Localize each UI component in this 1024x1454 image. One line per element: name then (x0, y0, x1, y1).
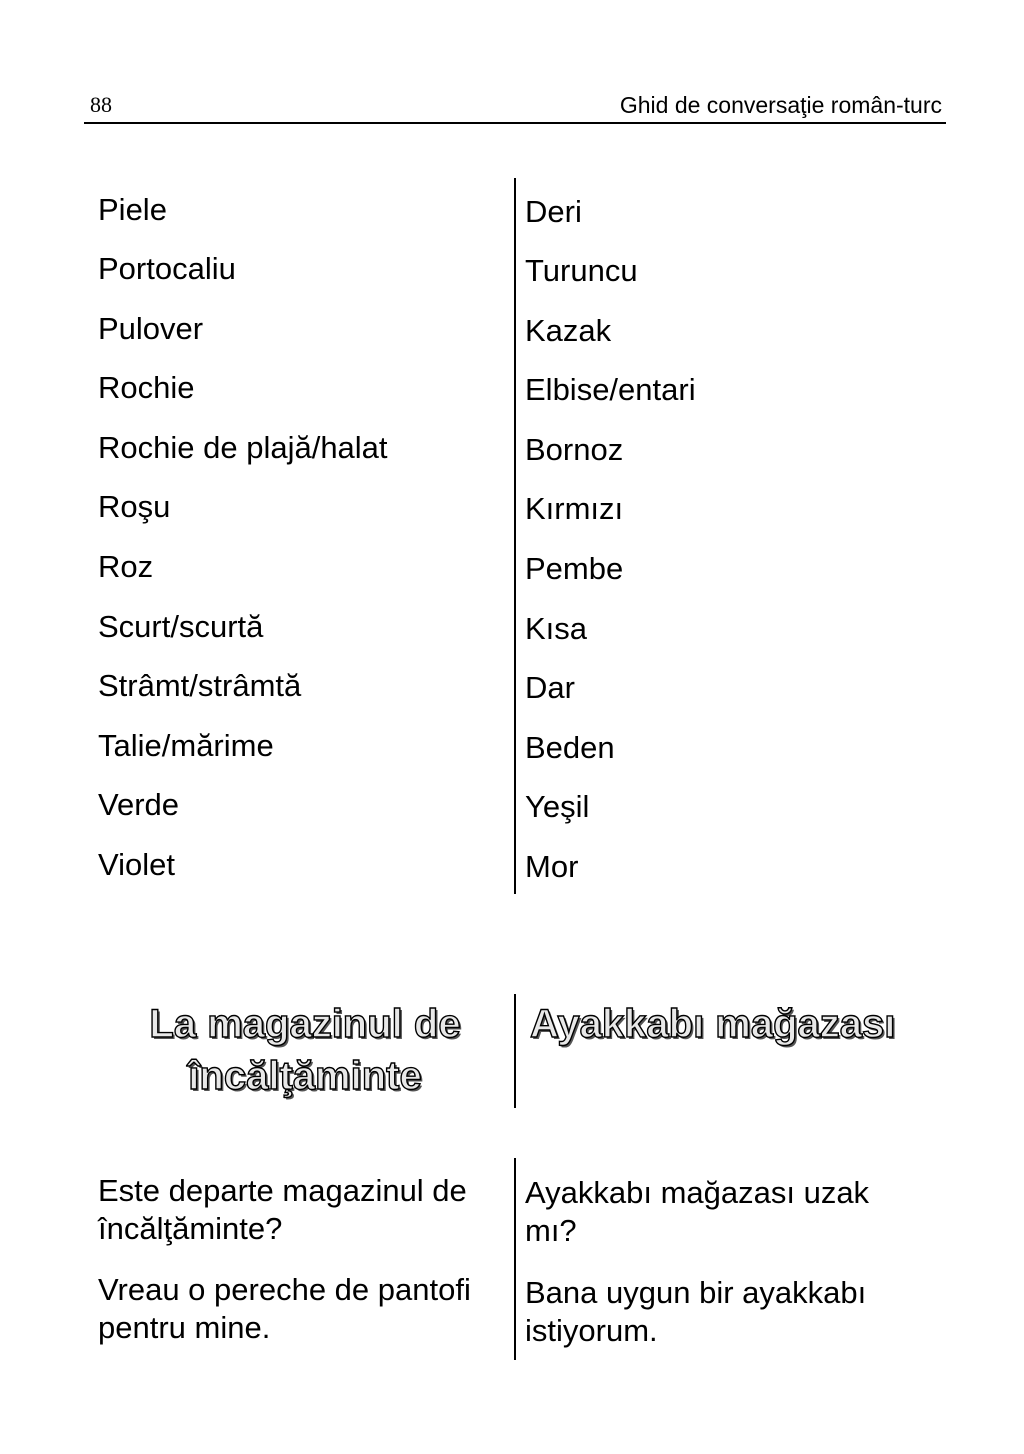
vocabulary-row (0, 192, 1024, 242)
phrase-line: Este departe magazinul de (98, 1173, 467, 1208)
phrase-line: pentru mine. (98, 1310, 271, 1345)
romanian-word: Violet (98, 847, 175, 882)
turkish-word: Kısa (525, 611, 588, 646)
romanian-word: Roz (98, 549, 154, 584)
page-header (84, 88, 946, 124)
vocabulary-row (0, 728, 1024, 778)
vocabulary-row (0, 847, 1024, 897)
turkish-word: Kırmızı (525, 491, 624, 526)
turkish-word: Kazak (525, 313, 612, 348)
phrase-turkish (525, 1274, 866, 1350)
turkish-word: Turuncu (525, 253, 638, 288)
vocabulary-row (0, 370, 1024, 420)
turkish-word: Bornoz (525, 432, 624, 467)
phrase-line: mı? (525, 1213, 577, 1248)
turkish-word: Deri (525, 194, 582, 229)
romanian-word: Roşu (98, 489, 171, 524)
heading-romanian-line: încălţăminte (188, 1054, 422, 1098)
phrase-turkish (525, 1174, 869, 1250)
phrase-line: încălţăminte? (98, 1211, 283, 1246)
romanian-word: Scurt/scurtă (98, 609, 264, 644)
turkish-word: Mor (525, 849, 579, 884)
vocabulary-row (0, 430, 1024, 480)
romanian-word: Rochie (98, 370, 195, 405)
turkish-word: Dar (525, 670, 575, 705)
phrase-romanian (98, 1172, 467, 1248)
vocabulary-row (0, 489, 1024, 539)
romanian-word: Strâmt/strâmtă (98, 668, 302, 703)
vocabulary-row (0, 609, 1024, 659)
running-title: Ghid de conversaţie român-turc (619, 92, 942, 118)
romanian-word: Piele (98, 192, 167, 227)
turkish-word: Yeşil (525, 789, 590, 824)
romanian-word: Pulover (98, 311, 204, 346)
romanian-word: Verde (98, 787, 180, 822)
romanian-word: Portocaliu (98, 251, 236, 286)
heading-romanian-line: La magazinul de (149, 1002, 461, 1046)
turkish-word: Beden (525, 730, 615, 765)
phrases-column-divider (514, 1158, 516, 1360)
section-heading-romanian (110, 998, 500, 1102)
section-heading-turkish: Ayakkabı mağazası (530, 1002, 896, 1046)
vocabulary-row (0, 787, 1024, 837)
vocabulary-row (0, 668, 1024, 718)
turkish-word: Elbise/entari (525, 372, 696, 407)
heading-column-divider (514, 994, 516, 1108)
romanian-word: Talie/mărime (98, 728, 274, 763)
romanian-word: Rochie de plajă/halat (98, 430, 388, 465)
phrase-line: Vreau o pereche de pantofi (98, 1272, 471, 1307)
page-number: 88 (90, 92, 112, 117)
turkish-word: Pembe (525, 551, 624, 586)
phrase-line: istiyorum. (525, 1313, 658, 1348)
phrase-romanian (98, 1271, 471, 1347)
vocabulary-row (0, 311, 1024, 361)
vocabulary-row (0, 549, 1024, 599)
phrase-line: Ayakkabı mağazası uzak (525, 1175, 870, 1210)
vocabulary-row (0, 251, 1024, 301)
phrase-line: Bana uygun bir ayakkabı (525, 1275, 867, 1310)
